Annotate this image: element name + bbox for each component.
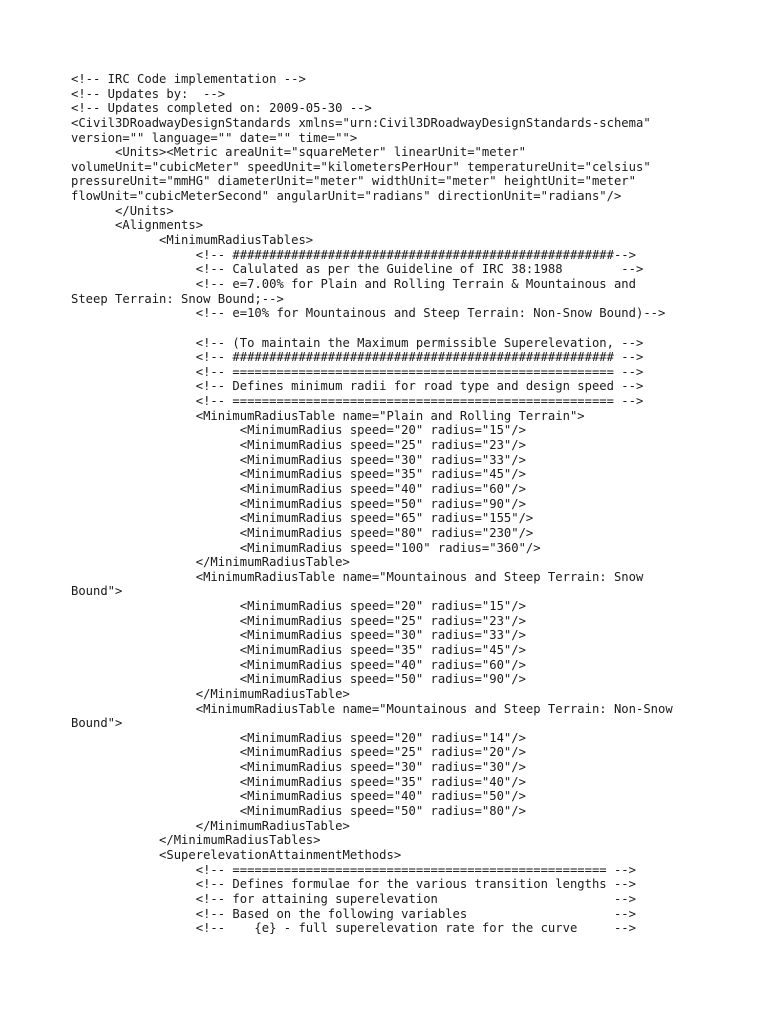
code-line: <!-- ==================================================== --> [71, 364, 644, 379]
code-line: </MinimumRadiusTable> [71, 555, 350, 570]
code-line: <MinimumRadius speed="50" radius="90"/> [71, 672, 526, 687]
code-line: <MinimumRadius speed="30" radius="33"/> [71, 628, 526, 643]
code-line: </Units> [71, 203, 174, 218]
code-line: <!-- Defines minimum radii for road type and design speed --> [71, 379, 644, 394]
code-line: <Alignments> [71, 218, 204, 233]
code-line: <MinimumRadius speed="25" radius="23"/> [71, 613, 526, 628]
code-line: <MinimumRadius speed="35" radius="45"/> [71, 642, 526, 657]
code-line [71, 321, 731, 336]
code-line: <MinimumRadius speed="20" radius="15"/> [71, 423, 526, 438]
code-line: <MinimumRadius speed="40" radius="50"/> [71, 789, 526, 804]
code-line: <MinimumRadius speed="50" radius="80"/> [71, 804, 526, 819]
xml-code-listing [71, 72, 731, 936]
code-line: <MinimumRadius speed="25" radius="20"/> [71, 745, 526, 760]
code-line: <MinimumRadius speed="20" radius="15"/> [71, 599, 526, 614]
code-line: <Civil3DRoadwayDesignStandards xmlns="urn:Civil3DRoadwayDesignStandards-schema" [71, 115, 651, 130]
code-line: <MinimumRadiusTable name="Mountainous and Steep Terrain: Snow [71, 569, 644, 584]
code-line: <MinimumRadius speed="20" radius="14"/> [71, 730, 526, 745]
code-line: <!-- Updates by: --> [71, 86, 226, 101]
code-line: volumeUnit="cubicMeter" speedUnit="kilometersPerHour" temperatureUnit="celsius" [71, 159, 651, 174]
code-line: <SuperelevationAttainmentMethods> [71, 847, 402, 862]
code-line: <MinimumRadius speed="30" radius="33"/> [71, 452, 526, 467]
code-line: pressureUnit="mmHG" diameterUnit="meter" widthUnit="meter" heightUnit="meter" [71, 174, 636, 189]
code-line: <MinimumRadius speed="65" radius="155"/> [71, 511, 534, 526]
code-line: <!-- Updates completed on: 2009-05-30 --> [71, 101, 372, 116]
code-line: <MinimumRadius speed="25" radius="23"/> [71, 438, 526, 453]
code-line: <MinimumRadiusTable name="Mountainous and Steep Terrain: Non-Snow [71, 701, 673, 716]
code-line: <!-- (To maintain the Maximum permissible Superelevation, --> [71, 335, 644, 350]
code-line: <!-- ####################################################--> [71, 247, 636, 262]
code-line: Bound"> [71, 716, 123, 731]
code-line: <MinimumRadius speed="30" radius="30"/> [71, 760, 526, 775]
code-line: <!-- {e} - full superelevation rate for the curve --> [71, 921, 636, 936]
code-line: <!-- Based on the following variables --> [71, 906, 636, 921]
code-line: <!-- IRC Code implementation --> [71, 72, 306, 86]
code-line: <!-- e=10% for Mountainous and Steep Terrain: Non-Snow Bound)--> [71, 306, 666, 321]
code-line: </MinimumRadiusTables> [71, 833, 321, 848]
code-line: <MinimumRadius speed="100" radius="360"/> [71, 540, 541, 555]
code-line: <MinimumRadius speed="50" radius="90"/> [71, 496, 526, 511]
code-line: version="" language="" date="" time=""> [71, 130, 358, 145]
code-line: <!-- =================================================== --> [71, 862, 636, 877]
code-line: <!-- e=7.00% for Plain and Rolling Terrain & Mountainous and [71, 276, 636, 291]
code-line: <!-- ==================================================== --> [71, 394, 644, 409]
code-line: <!-- Defines formulae for the various transition lengths --> [71, 877, 636, 892]
code-line: <MinimumRadius speed="40" radius="60"/> [71, 481, 526, 496]
code-line: <MinimumRadiusTable name="Plain and Rolling Terrain"> [71, 408, 585, 423]
code-line: Bound"> [71, 584, 123, 599]
code-line: <!-- for attaining superelevation --> [71, 891, 636, 906]
code-line: <!-- Calulated as per the Guideline of IRC 38:1988 --> [71, 262, 644, 277]
code-line: <MinimumRadius speed="35" radius="45"/> [71, 467, 526, 482]
code-line: <!-- #################################################### --> [71, 350, 644, 365]
code-line: </MinimumRadiusTable> [71, 818, 350, 833]
code-line: <Units><Metric areaUnit="squareMeter" linearUnit="meter" [71, 145, 526, 160]
code-line: </MinimumRadiusTable> [71, 686, 350, 701]
code-line: <MinimumRadius speed="40" radius="60"/> [71, 657, 526, 672]
code-line: <MinimumRadiusTables> [71, 233, 314, 248]
code-line: Steep Terrain: Snow Bound;--> [71, 291, 284, 306]
code-line: <MinimumRadius speed="80" radius="230"/> [71, 525, 534, 540]
code-line: flowUnit="cubicMeterSecond" angularUnit="radians" directionUnit="radians"/> [71, 189, 622, 204]
code-line: <MinimumRadius speed="35" radius="40"/> [71, 774, 526, 789]
